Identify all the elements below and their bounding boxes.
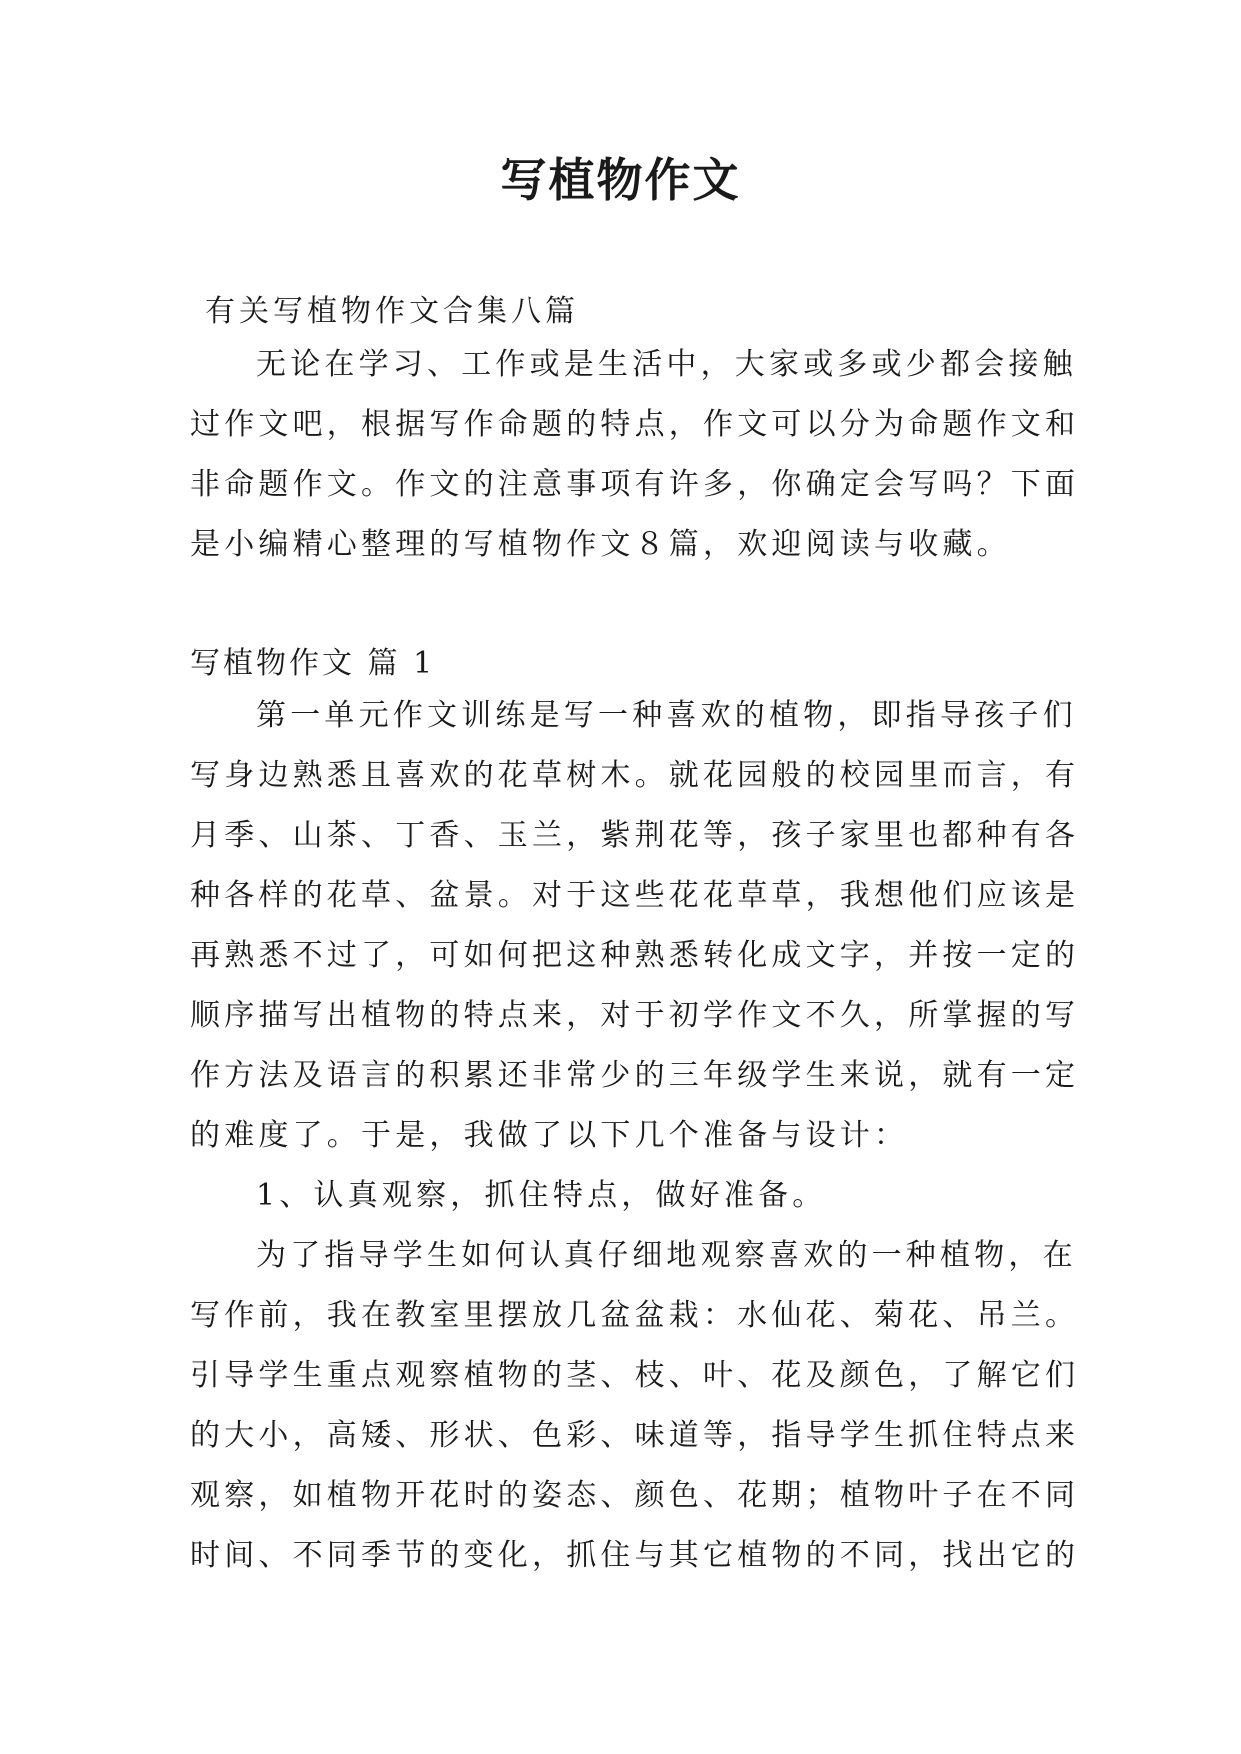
body-line: 种各样的花草、盆景。对于这些花花草草，我想他们应该是 <box>190 878 1080 913</box>
body-line: 的难度了。于是，我做了以下几个准备与设计： <box>190 1118 909 1153</box>
body-line: 第一单元作文训练是写一种喜欢的植物，即指导孩子们 <box>256 698 1077 733</box>
intro-line: 非命题作文。作文的注意事项有许多，你确定会写吗？下面 <box>190 467 1080 502</box>
body-line: 月季、山茶、丁香、玉兰，紫荆花等，孩子家里也都种有各 <box>190 818 1080 853</box>
document-title: 写植物作文 <box>500 153 741 207</box>
section-body <box>190 686 1080 1586</box>
body-line: 为了指导学生如何认真仔细地观察喜欢的一种植物，在 <box>256 1238 1077 1273</box>
body-line: 作方法及语言的积累还非常少的三年级学生来说，就有一定 <box>190 1058 1080 1093</box>
body-line: 1、认真观察，抓住特点，做好准备。 <box>256 1178 827 1213</box>
intro-line: 无论在学习、工作或是生活中，大家或多或少都会接触 <box>256 347 1077 382</box>
body-line: 再熟悉不过了，可如何把这种熟悉转化成文字，并按一定的 <box>190 938 1080 973</box>
section-title: 写植物作文 篇 1 <box>190 646 436 681</box>
intro-line: 过作文吧，根据写作命题的特点，作文可以分为命题作文和 <box>190 407 1080 442</box>
body-line: 写身边熟悉且喜欢的花草树木。就花园般的校园里而言，有 <box>190 758 1080 793</box>
intro-line: 是小编精心整理的写植物作文８篇，欢迎阅读与收藏。 <box>190 527 1011 562</box>
body-line: 顺序描写出植物的特点来，对于初学作文不久，所掌握的写 <box>190 998 1080 1033</box>
intro-paragraph <box>190 335 1080 575</box>
body-line: 的大小，高矮、形状、色彩、味道等，指导学生抓住特点来 <box>190 1418 1080 1453</box>
body-line: 写作前，我在教室里摆放几盆盆栽：水仙花、菊花、吊兰。 <box>190 1298 1080 1333</box>
body-line: 观察，如植物开花时的姿态、颜色、花期；植物叶子在不同 <box>190 1478 1080 1513</box>
document-subtitle: 有关写植物作文合集八篇 <box>205 294 579 329</box>
body-line: 引导学生重点观察植物的茎、枝、叶、花及颜色，了解它们 <box>190 1358 1080 1393</box>
body-line: 时间、不同季节的变化，抓住与其它植物的不同，找出它的 <box>190 1538 1080 1573</box>
